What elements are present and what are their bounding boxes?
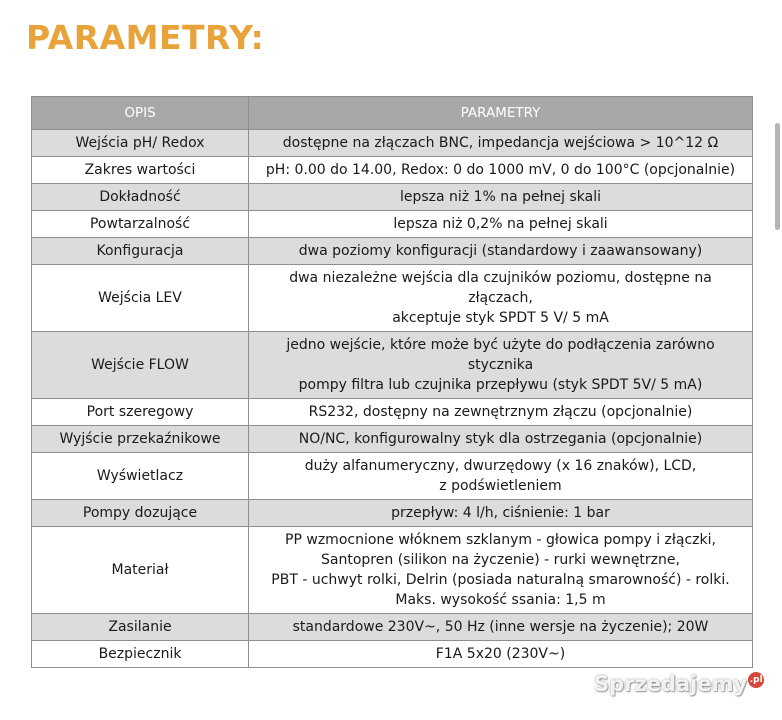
table-row [32, 641, 753, 668]
table-row [32, 500, 753, 527]
row-value-line: Maks. wysokość ssania: 1,5 m [395, 592, 606, 608]
table-row [32, 614, 753, 641]
row-value-line: standardowe 230V~, 50 Hz (inne wersje na życzenie); 20W [292, 619, 709, 635]
row-label: Powtarzalność [32, 211, 249, 238]
page-title: PARAMETRY: [26, 18, 265, 57]
row-label: Port szeregowy [32, 399, 249, 426]
row-value [249, 500, 753, 527]
sprzedajemy-watermark [594, 672, 764, 696]
row-value [249, 238, 753, 265]
row-value [249, 332, 753, 399]
row-value-line: dostępne na złączach BNC, impedancja wejściowa > 10^12 Ω [282, 135, 719, 151]
row-value [249, 157, 753, 184]
row-label: Konfiguracja [32, 238, 249, 265]
row-value [249, 614, 753, 641]
row-label: Wyjście przekaźnikowe [32, 426, 249, 453]
row-value [249, 426, 753, 453]
row-value-line: pompy filtra lub czujnika przepływu (styk SPDT 5V/ 5 mA) [298, 377, 703, 393]
row-label: Materiał [32, 527, 249, 614]
row-value [249, 399, 753, 426]
row-value-line: jedno wejście, które może być użyte do podłączenia zarówno stycznika [286, 337, 715, 373]
row-value-line: PBT - uchwyt rolki, Delrin (posiada naturalną smarowność) - rolki. [271, 572, 730, 588]
table-row [32, 238, 753, 265]
header-opis: OPIS [32, 97, 249, 130]
row-value-line: przepływ: 4 l/h, ciśnienie: 1 bar [391, 505, 610, 521]
table-row [32, 527, 753, 614]
row-value-line: akceptuje styk SPDT 5 V/ 5 mA [392, 310, 609, 326]
row-value-line: dwa poziomy konfiguracji (standardowy i zaawansowany) [298, 243, 703, 259]
row-value [249, 130, 753, 157]
table-body [32, 130, 753, 668]
row-value-line: dwa niezależne wejścia dla czujników poziomu, dostępne na złączach, [289, 270, 712, 306]
table-row [32, 211, 753, 238]
row-value [249, 184, 753, 211]
watermark-text: Sprzedajemy [594, 672, 748, 696]
row-label: Bezpiecznik [32, 641, 249, 668]
row-label: Wejścia LEV [32, 265, 249, 332]
header-parametry: PARAMETRY [249, 97, 753, 130]
table-row [32, 265, 753, 332]
table-row [32, 399, 753, 426]
row-value [249, 453, 753, 500]
row-label: Wyświetlacz [32, 453, 249, 500]
table-row [32, 426, 753, 453]
parameters-table [31, 96, 753, 668]
row-value-line: PP wzmocnione włóknem szklanym - głowica pompy i złączki, [285, 532, 716, 548]
row-value-line: Santopren (silikon na życzenie) - rurki wewnętrzne, [321, 552, 680, 568]
watermark-badge: .pl [748, 672, 764, 688]
table-row [32, 157, 753, 184]
row-value-line: duży alfanumeryczny, dwurzędowy (x 16 znaków), LCD, [304, 458, 697, 474]
row-value [249, 265, 753, 332]
table-row [32, 184, 753, 211]
table-row [32, 332, 753, 399]
row-value-line: NO/NC, konfigurowalny styk dla ostrzegania (opcjonalnie) [298, 431, 703, 447]
table-row [32, 130, 753, 157]
row-value-line: F1A 5x20 (230V~) [435, 646, 566, 662]
row-label: Pompy dozujące [32, 500, 249, 527]
row-value-line: pH: 0.00 do 14.00, Redox: 0 do 1000 mV, 0 do 100°C (opcjonalnie) [265, 162, 736, 178]
row-value-line: lepsza niż 1% na pełnej skali [399, 189, 601, 205]
row-value [249, 527, 753, 614]
row-value [249, 641, 753, 668]
row-value-line: RS232, dostępny na zewnętrznym złączu (opcjonalnie) [308, 404, 693, 420]
row-value [249, 211, 753, 238]
row-label: Dokładność [32, 184, 249, 211]
scrollbar[interactable] [775, 123, 780, 230]
row-label: Wejście FLOW [32, 332, 249, 399]
row-value-line: z podświetleniem [439, 478, 562, 494]
row-value-line: lepsza niż 0,2% na pełnej skali [393, 216, 608, 232]
table-header-row [32, 97, 753, 130]
row-label: Zakres wartości [32, 157, 249, 184]
table-row [32, 453, 753, 500]
row-label: Wejścia pH/ Redox [32, 130, 249, 157]
row-label: Zasilanie [32, 614, 249, 641]
